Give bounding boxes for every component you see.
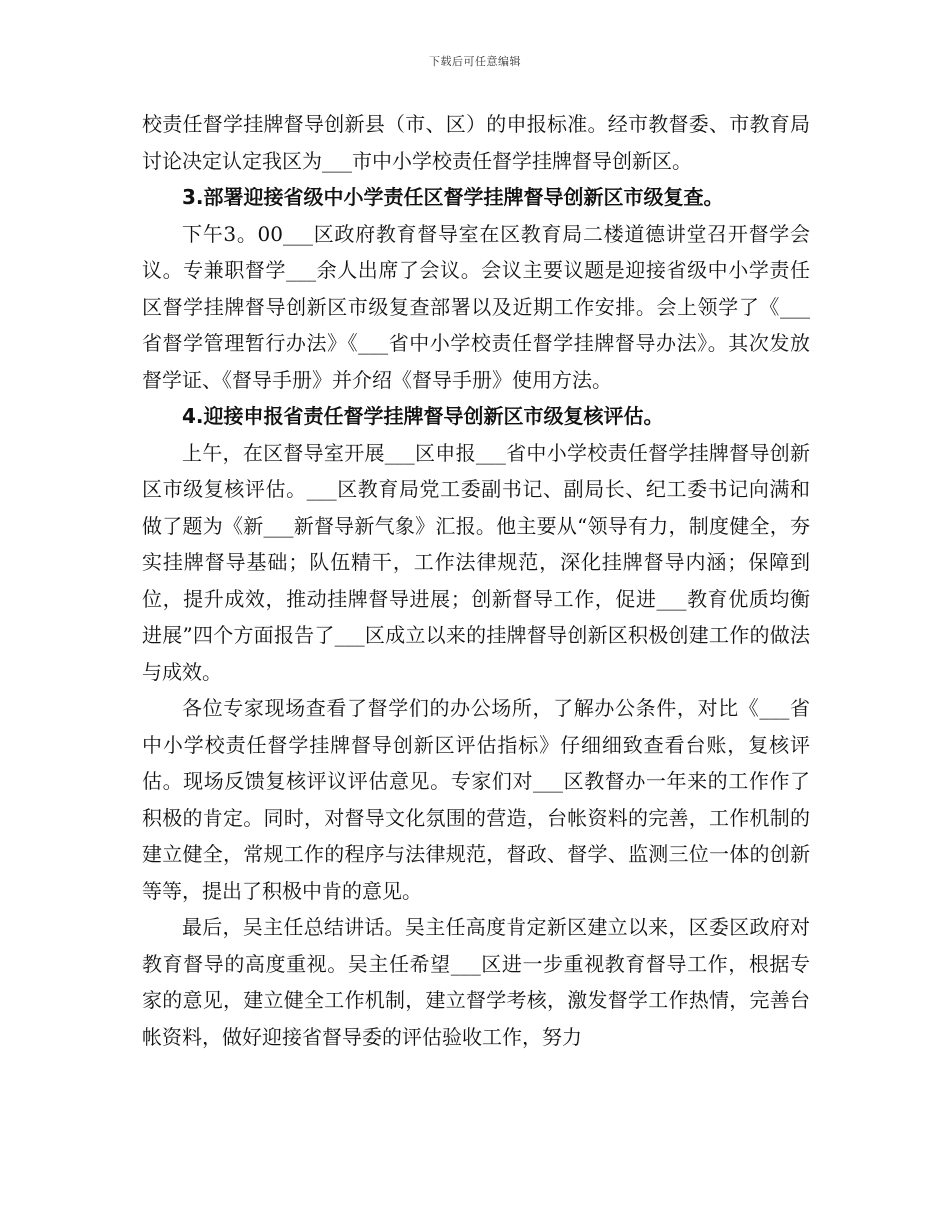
paragraph: 上午，在区督导室开展___区申报___省中小学校责任督学挂牌督导创新区市级复核评估。___区教育局党工委副书记、副局长、纪工委书记向满和做了题为《新___新督导新气象》汇报。他主要从“领导有力，制度健全，夯实挂牌督导基础；队伍精干，工作法律规范，深化挂牌督导内涵；保障到位，提升成效，推动挂牌督导进展；创新督导工作，促进___教育优质均衡进展”四个方面报告了___区成立以来的挂牌督导创新区积极创建工作的做法与成效。 [142, 440, 810, 684]
paragraph-continuation: 校责任督学挂牌督导创新县（市、区）的申报标准。经市教督委、市教育局讨论决定认定我区为___市中小学校责任督学挂牌督导创新区。 [142, 112, 810, 173]
document-body [142, 106, 810, 1055]
section-heading-3: 3.部署迎接省级中小学责任区督学挂牌督导创新区市级复查。 [182, 185, 724, 209]
paragraph: 最后，吴主任总结讲话。吴主任高度肯定新区建立以来，区委区政府对教育督导的高度重视。吴主任希望___区进一步重视教育督导工作，根据专家的意见，建立健全工作机制，建立督学考核，激发督学工作热情，完善台帐资料，做好迎接省督导委的评估验收工作，努力 [142, 915, 810, 1049]
paragraph: 下午3。00___区政府教育督导室在区教育局二楼道德讲堂召开督学会议。专兼职督学___余人出席了会议。会议主要议题是迎接省级中小学责任区督学挂牌督导创新区市级复查部署以及近期工作安排。会上领学了《___省督学管理暂行办法》《___省中小学校责任督学挂牌督导办法》。其次发放督学证、《督导手册》并介绍《督导手册》使用方法。 [142, 221, 810, 392]
page-header: 下载后可任意编辑 [429, 55, 521, 68]
section-heading-4: 4.迎接申报省责任督学挂牌督导创新区市级复核评估。 [182, 404, 664, 428]
paragraph: 各位专家现场查看了督学们的办公场所，了解办公条件，对比《___省中小学校责任督学挂牌督导创新区评估指标》仔细细致查看台账，复核评估。现场反馈复核评议评估意见。专家们对___区教督办一年来的工作作了积极的肯定。同时，对督导文化氛围的营造，台帐资料的完善，工作机制的建立健全，常规工作的程序与法律规范，督政、督学、监测三位一体的创新等等，提出了积极中肯的意见。 [142, 696, 810, 903]
